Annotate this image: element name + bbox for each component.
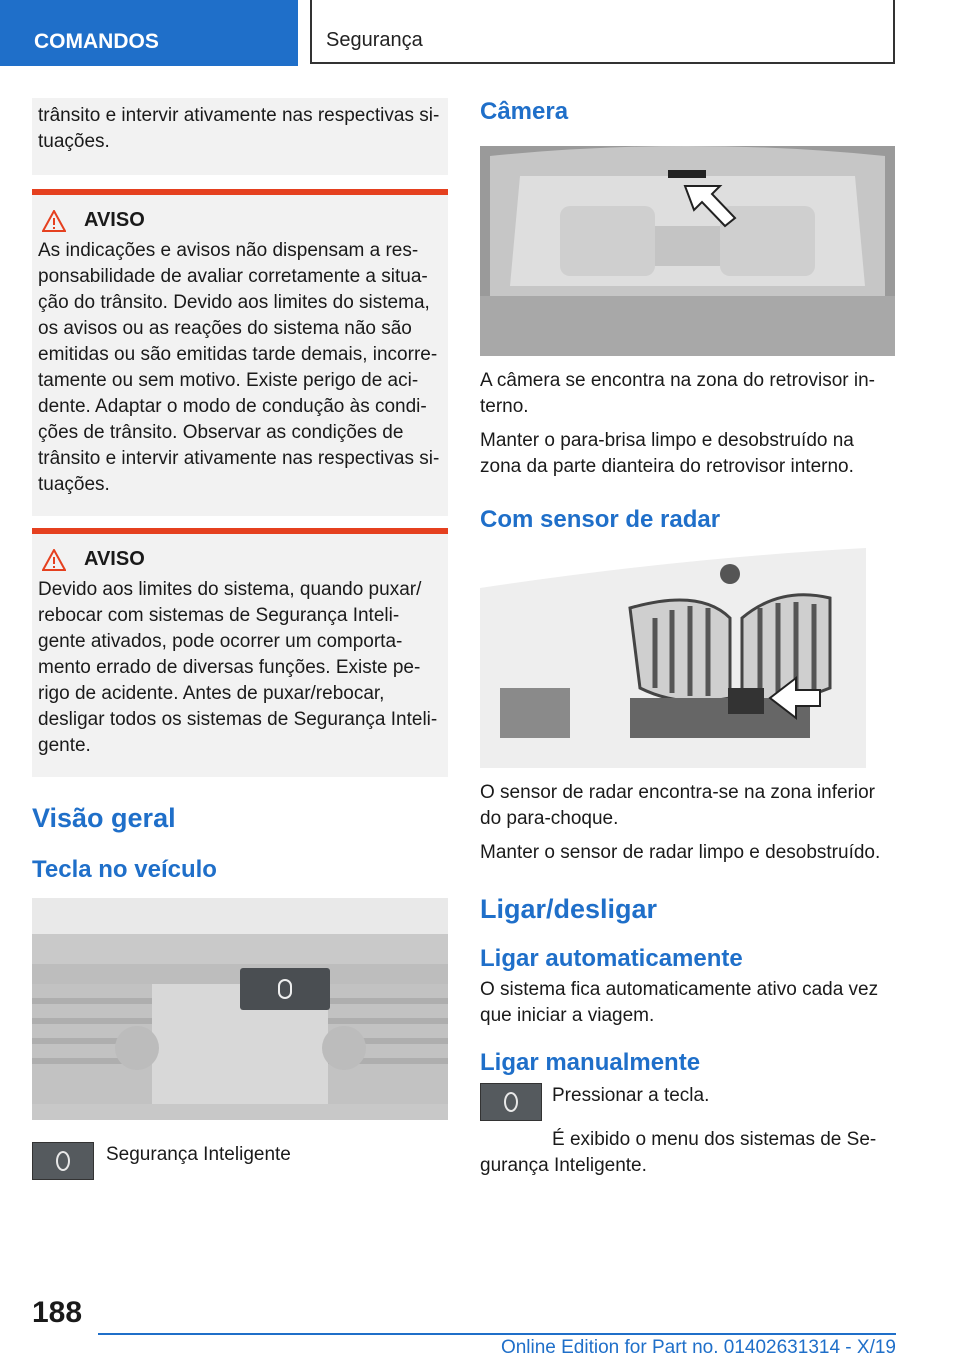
radar-heading: Com sensor de radar [480,506,721,533]
key-heading: Tecla no veículo [32,856,217,883]
manual-step: Pressionar a tecla. [552,1085,710,1106]
auto-heading: Ligar automaticamente [480,945,743,972]
camera-photo [480,146,895,356]
camera-paragraph-2: Manter o para-brisa limpo e desobstruído na zona da parte dianteira do retrovisor interno. [480,430,854,477]
warning-title: AVISO [84,209,145,231]
key-label: Segurança Inteligente [106,1144,291,1165]
section-title: COMANDOS [34,30,159,53]
topic-title: Segurança [326,29,423,51]
auto-paragraph: O sistema fica automaticamente ativo cada vez que iniciar a viagem. [480,979,879,1026]
camera-paragraph-1: A câmera se encontra na zona do retrovisor in-terno. [480,370,875,417]
manual-result: É exibido o menu dos sistemas de Se-gurança Inteligente. [480,1129,877,1176]
right-column [480,98,896,1179]
overview-heading: Visão geral [32,803,176,833]
topic-box [310,0,895,64]
left-column [32,98,448,1180]
radar-paragraph-1: O sensor de radar encontra-se na zona inferior do para-choque. [480,782,875,829]
radar-sensor-photo [480,548,866,768]
warning-text: As indicações e avisos não dispensam a res-ponsabilidade de avaliar corretamente a situa-ção do trânsito. Devido aos limites do sistema, os avisos ou as reações do sistema não são emitidas ou são emitidas tarde demais, incorre-tamente ou sem motivo. Existe perigo de aci-dente. Adaptar o modo de condução às condi-ções de trânsito. Observar as condições de trânsito e intervir ativamente nas respectivas si-tuações. [38,240,440,495]
warning-title: AVISO [84,548,145,570]
page-number: 188 [32,1296,83,1329]
warning-text: Devido aos limites do sistema, quando puxar/ rebocar com sistemas de Segurança Inteli-gente ativados, pode ocorrer um comporta-mento errado de diversas funções. Existe pe-rigo de acidente. Antes de puxar/rebocar, desligar todos os sistemas de Segurança Inteli-gente. [38,579,438,756]
section-tab [0,0,298,66]
warning-triangle-icon [42,210,66,232]
manual-heading: Ligar manualmente [480,1049,701,1076]
camera-heading: Câmera [480,98,569,125]
vehicle-key-photo [32,898,448,1120]
edition-footer: Online Edition for Part no. 01402631314 - X/19 [500,1337,896,1358]
safety-button-icon [32,1142,94,1180]
safety-button-icon [480,1083,542,1121]
onoff-heading: Ligar/desligar [480,894,658,924]
warning-box-2 [32,528,448,777]
footer-divider [98,1333,896,1335]
radar-paragraph-2: Manter o sensor de radar limpo e desobstruído. [480,842,881,863]
warning-triangle-icon [42,549,66,571]
key-legend [32,1142,448,1180]
manual-row [480,1083,896,1121]
warning-box-1 [32,189,448,516]
continued-warning-text: trânsito e intervir ativamente nas respectivas si-tuações. [32,98,448,175]
